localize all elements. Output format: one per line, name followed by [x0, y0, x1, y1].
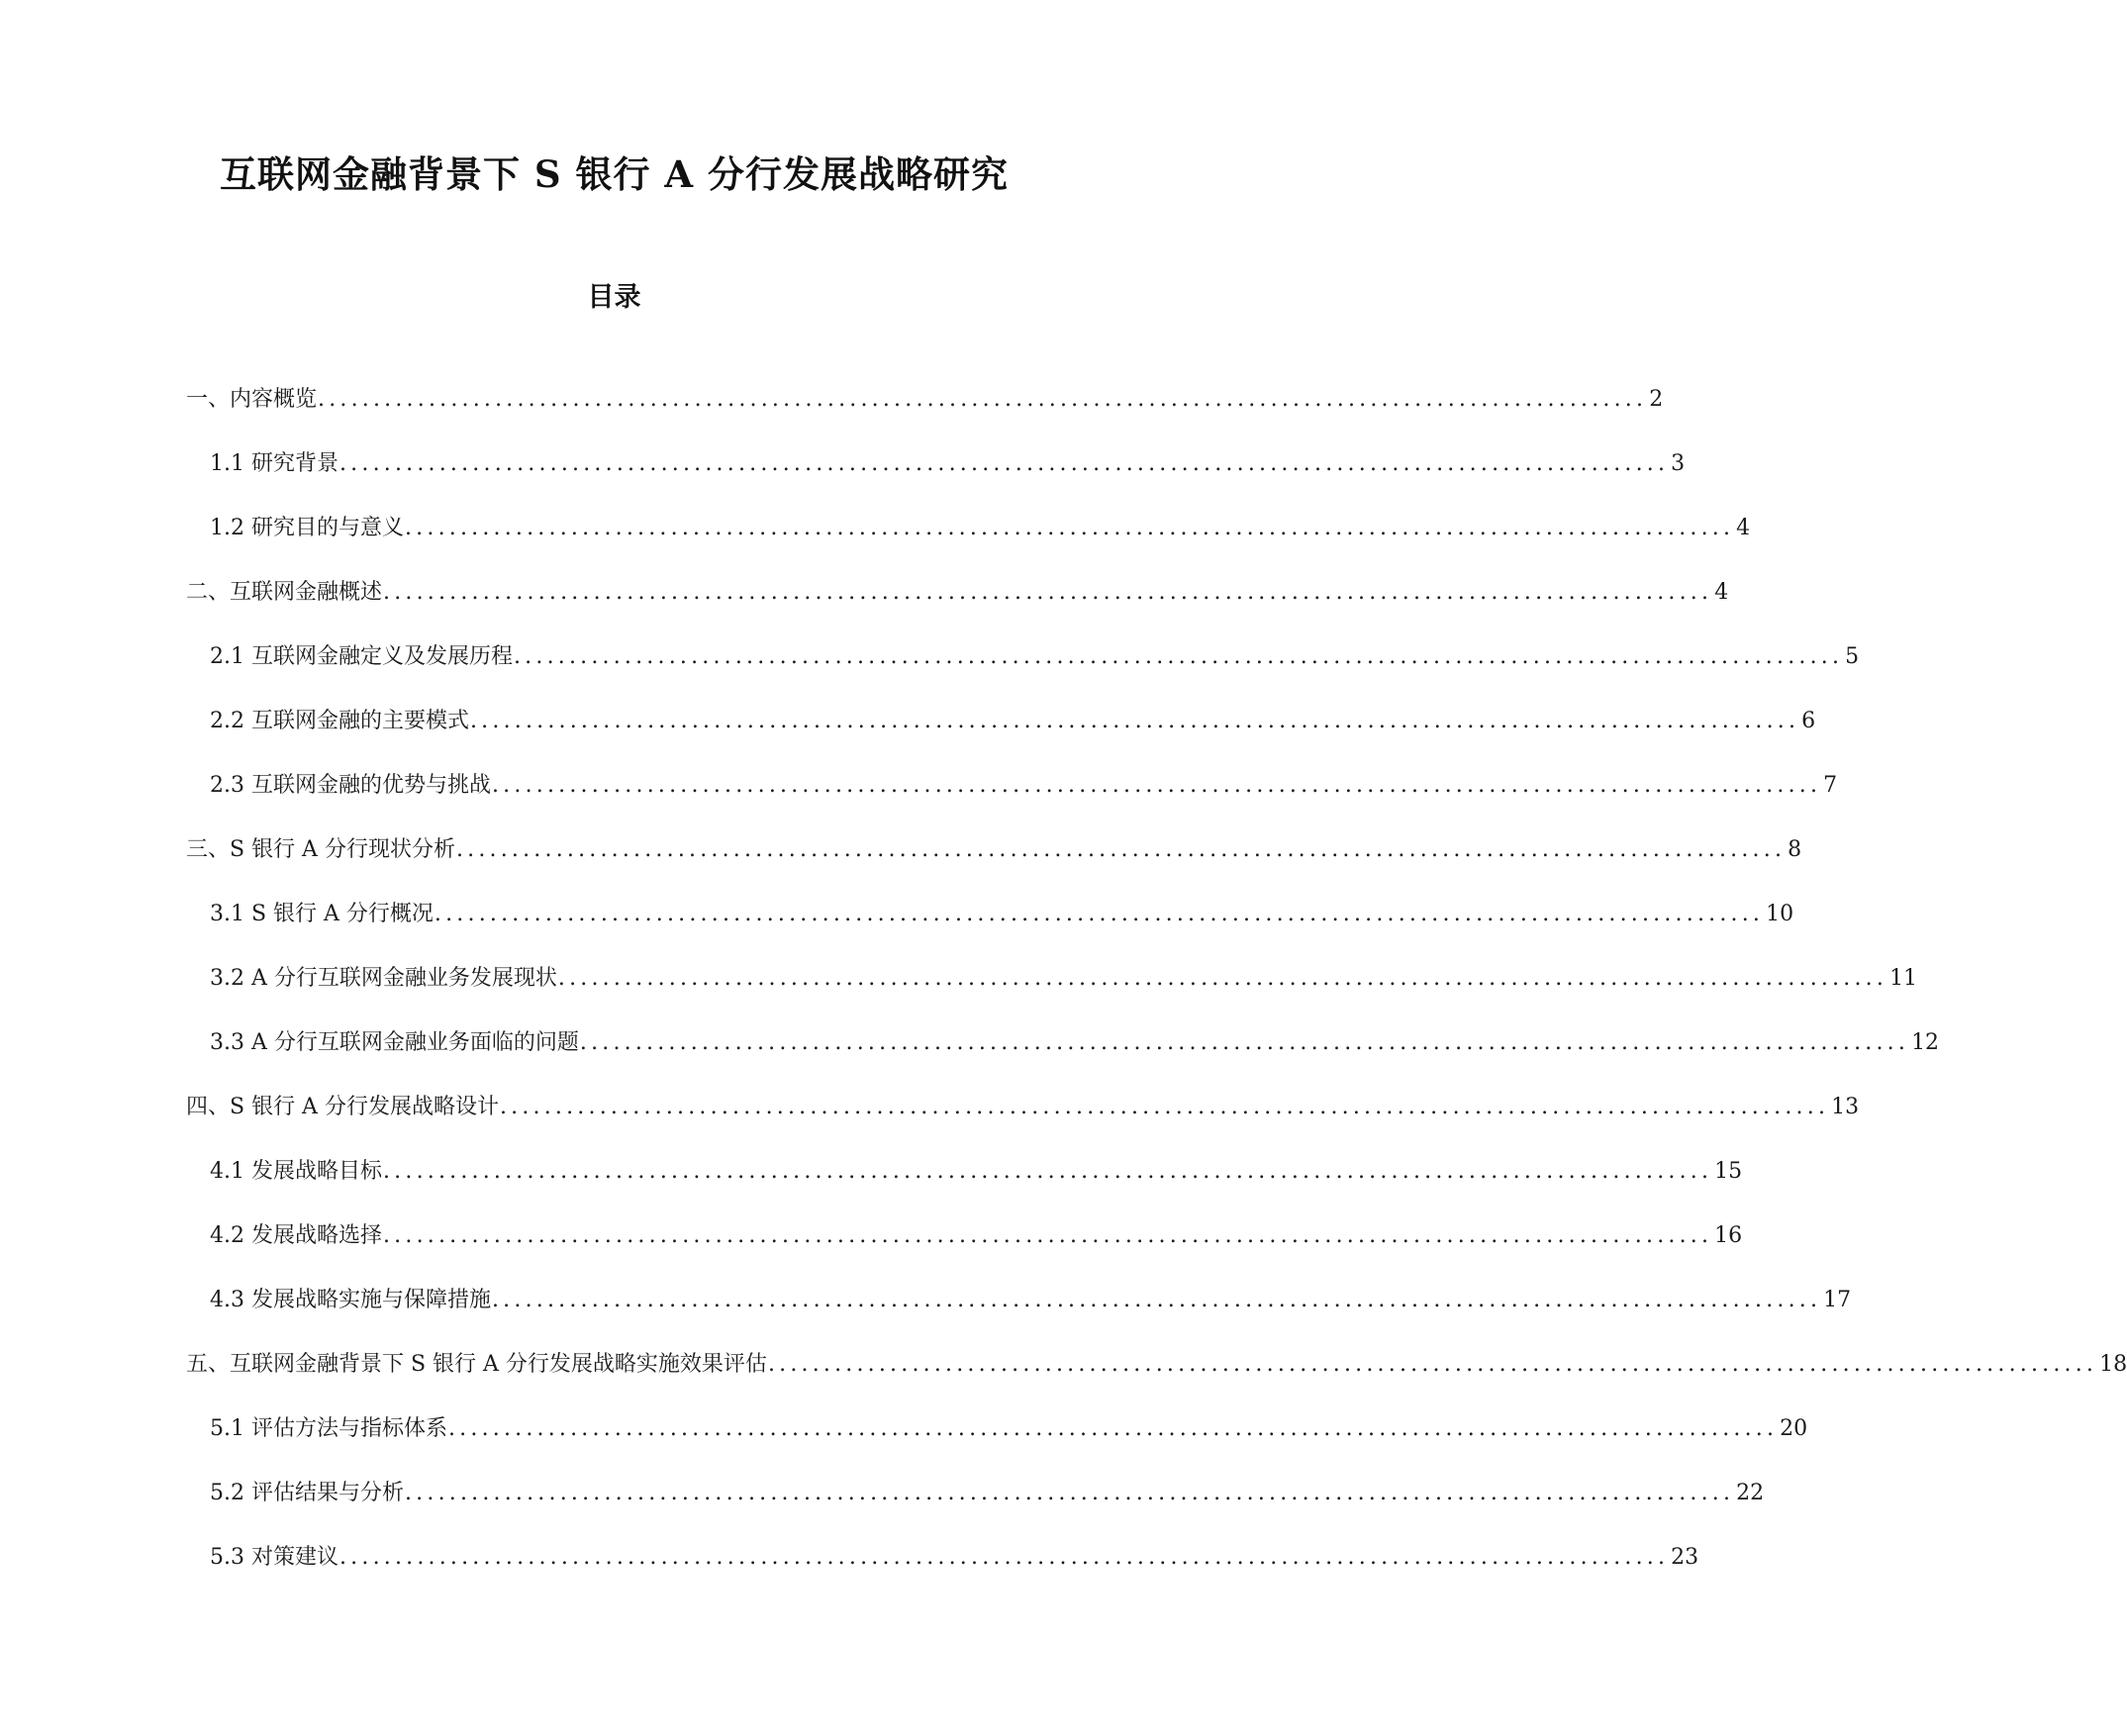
- toc-entry-2[interactable]: [186, 577, 1729, 609]
- toc-dot-leader: ........................................................................................................................: [455, 837, 1787, 862]
- toc-dot-leader: ........................................................................................................................: [382, 1223, 1713, 1248]
- toc-entry-3[interactable]: [186, 834, 1802, 866]
- toc-page-number: 5: [1845, 644, 1860, 669]
- toc-entry-5[interactable]: [186, 1349, 2127, 1381]
- toc-entry-label: 2.3 互联网金融的优势与挑战: [210, 773, 491, 798]
- toc-heading: 目录: [587, 282, 641, 313]
- toc-entry-label: 二、互联网金融概述: [186, 580, 383, 605]
- toc-page-number: 16: [1714, 1223, 1743, 1248]
- toc-page-number: 18: [2099, 1352, 2127, 1377]
- toc-page-number: 17: [1823, 1288, 1852, 1312]
- toc-entry-label: 4.1 发展战略目标: [210, 1159, 382, 1184]
- toc-dot-leader: ........................................................................................................................: [383, 580, 1713, 605]
- toc-entry-label: 1.1 研究背景: [210, 451, 338, 476]
- toc-entry-label: 4.2 发展战略选择: [210, 1223, 382, 1248]
- toc-entry-label: 2.1 互联网金融定义及发展历程: [210, 644, 513, 669]
- toc-page-number: 13: [1831, 1095, 1860, 1119]
- toc-page-number: 15: [1714, 1159, 1743, 1184]
- toc-entry-label: 3.1 S 银行 A 分行概况: [210, 902, 434, 926]
- toc-dot-leader: ........................................................................................................................: [338, 451, 1670, 476]
- toc-page-number: 8: [1788, 837, 1802, 862]
- toc-dot-leader: ........................................................................................................................: [499, 1095, 1830, 1119]
- toc-dot-leader: ........................................................................................................................: [469, 709, 1800, 733]
- toc-dot-leader: ........................................................................................................................: [434, 902, 1765, 926]
- toc-entry-label: 2.2 互联网金融的主要模式: [210, 709, 469, 733]
- toc-page-number: 3: [1671, 451, 1686, 476]
- toc-entry-label: 1.2 研究目的与意义: [210, 516, 404, 540]
- toc-entry-4-3[interactable]: [210, 1285, 1852, 1316]
- toc-dot-leader: ........................................................................................................................: [404, 1481, 1735, 1505]
- toc-page-number: 4: [1736, 516, 1751, 540]
- toc-entry-3-1[interactable]: [210, 899, 1794, 930]
- toc-page-number: 23: [1671, 1545, 1699, 1570]
- toc-dot-leader: ........................................................................................................................: [491, 773, 1822, 798]
- toc-dot-leader: ........................................................................................................................: [404, 516, 1735, 540]
- toc-entry-label: 3.2 A 分行互联网金融业务发展现状: [210, 966, 557, 991]
- toc-entry-3-2[interactable]: [210, 963, 1918, 995]
- toc-entry-label: 5.1 评估方法与指标体系: [210, 1416, 447, 1441]
- toc-entry-5-3[interactable]: [210, 1542, 1699, 1574]
- toc-page-number: 22: [1736, 1481, 1765, 1505]
- toc-entry-label: 5.3 对策建议: [210, 1545, 338, 1570]
- toc-dot-leader: ........................................................................................................................: [447, 1416, 1779, 1441]
- toc-page-number: 10: [1766, 902, 1794, 926]
- toc-entry-3-3[interactable]: [210, 1027, 1940, 1059]
- toc-entry-label: 四、S 银行 A 分行发展战略设计: [186, 1095, 499, 1119]
- toc-entry-label: 5.2 评估结果与分析: [210, 1481, 404, 1505]
- toc-entry-4-1[interactable]: [210, 1156, 1743, 1188]
- toc-dot-leader: ........................................................................................................................: [767, 1352, 2098, 1377]
- toc-dot-leader: ........................................................................................................................: [491, 1288, 1822, 1312]
- toc-page-number: 20: [1780, 1416, 1808, 1441]
- toc-page-number: 7: [1823, 773, 1838, 798]
- toc-entry-4[interactable]: [186, 1092, 1860, 1123]
- toc-entry-1[interactable]: [186, 384, 1664, 416]
- toc-dot-leader: ........................................................................................................................: [579, 1030, 1910, 1055]
- toc-entry-5-2[interactable]: [210, 1478, 1765, 1509]
- document-title: 互联网金融背景下 S 银行 A 分行发展战略研究: [220, 152, 1009, 196]
- toc-entry-2-1[interactable]: [210, 641, 1860, 673]
- toc-dot-leader: ........................................................................................................................: [557, 966, 1888, 991]
- toc-page-number: 12: [1911, 1030, 1940, 1055]
- toc-entry-5-1[interactable]: [210, 1413, 1808, 1445]
- toc-entry-label: 一、内容概览: [186, 387, 318, 412]
- toc-page-number: 11: [1889, 966, 1918, 991]
- toc-entry-label: 4.3 发展战略实施与保障措施: [210, 1288, 491, 1312]
- toc-dot-leader: ........................................................................................................................: [318, 387, 1648, 412]
- toc-page-number: 2: [1649, 387, 1664, 412]
- toc-entry-label: 五、互联网金融背景下 S 银行 A 分行发展战略实施效果评估: [186, 1352, 767, 1377]
- toc-page-number: 6: [1801, 709, 1816, 733]
- toc-entry-1-2[interactable]: [210, 513, 1751, 544]
- toc-dot-leader: ........................................................................................................................: [513, 644, 1844, 669]
- toc-entry-label: 3.3 A 分行互联网金融业务面临的问题: [210, 1030, 579, 1055]
- toc-entry-2-2[interactable]: [210, 706, 1816, 737]
- toc-entry-1-1[interactable]: [210, 448, 1686, 480]
- toc-entry-4-2[interactable]: [210, 1220, 1743, 1252]
- toc-entry-2-3[interactable]: [210, 770, 1838, 802]
- toc-page-number: 4: [1714, 580, 1729, 605]
- toc-dot-leader: ........................................................................................................................: [382, 1159, 1713, 1184]
- toc-entry-label: 三、S 银行 A 分行现状分析: [186, 837, 455, 862]
- toc-dot-leader: ........................................................................................................................: [338, 1545, 1670, 1570]
